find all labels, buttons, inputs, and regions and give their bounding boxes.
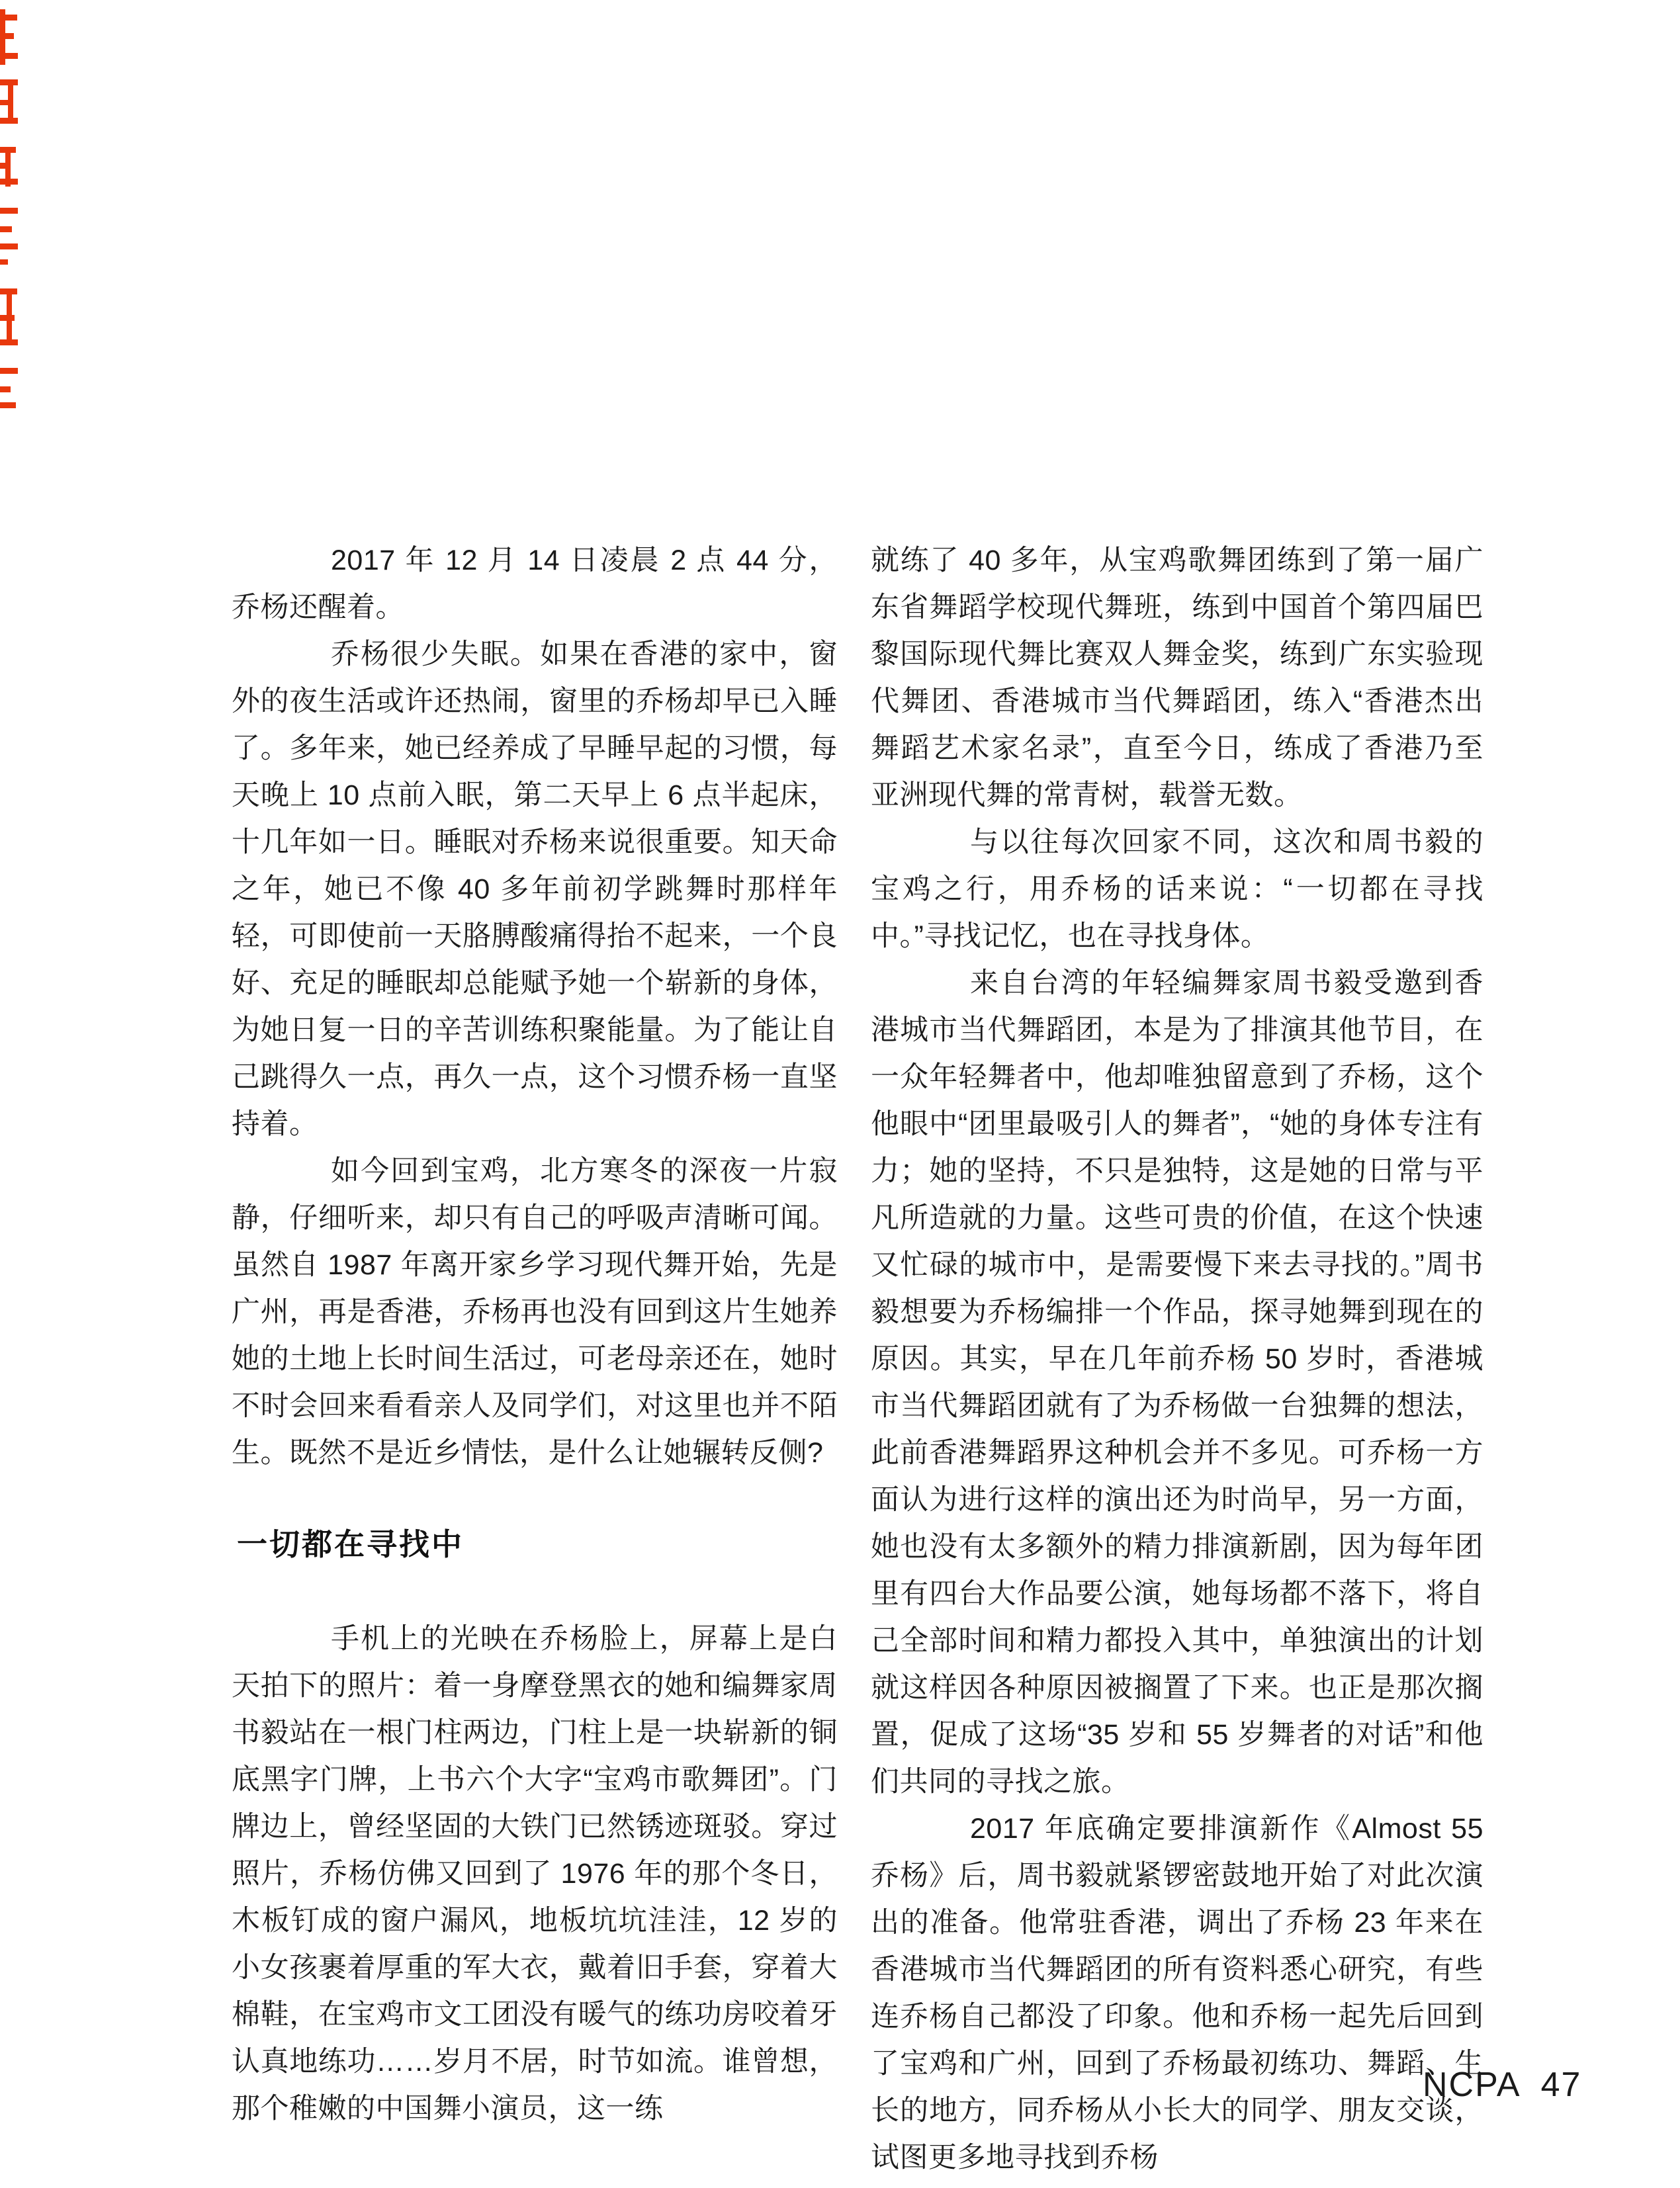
article-paragraph: 就练了 40 多年，从宝鸡歌舞团练到了第一届广东省舞蹈学校现代舞班，练到中国首个第四届巴黎国际现代舞比赛双人舞金奖，练到广东实验现代舞团、香港城市当代舞蹈团，练入“香港杰出舞蹈艺术家名录”，直至今日，练成了香港乃至亚洲现代舞的常青树，载誉无数。 bbox=[871, 545, 1483, 811]
article-left-column bbox=[232, 537, 838, 2132]
article-paragraph: 如今回到宝鸡，北方寒冬的深夜一片寂静，仔细听来，却只有自己的呼吸声清晰可闻。虽然自 1987 年离开家乡学习现代舞开始，先是广州，再是香港，乔杨再也没有回到这片生她养她的土地上长时间生活过，可老母亲还在，她时不时会回来看看亲人及同学们，对这里也并不陌生。既然不是近乡情怯，是什么让她辗转反侧? bbox=[232, 1155, 838, 1469]
article-paragraph: 来自台湾的年轻编舞家周书毅受邀到香港城市当代舞蹈团，本是为了排演其他节目，在一众年轻舞者中，他却唯独留意到了乔杨，这个他眼中“团里最吸引人的舞者”，“她的身体专注有力；她的坚持，不只是独特，这是她的日常与平凡所造就的力量。这些可贵的价值，在这个快速又忙碌的城市中，是需要慢下来去寻找的。”周书毅想要为乔杨编排一个作品，探寻她舞到现在的原因。其实，早在几年前乔杨 50 岁时，香港城市当代舞蹈团就有了为乔杨做一台独舞的想法，此前香港舞蹈界这种机会并不多见。可乔杨一方面认为进行这样的演出还为时尚早，另一方面，她也没有太多额外的精力排演新剧，因为每年团里有四台大作品要公演，她每场都不落下，将自己全部时间和精力都投入其中，单独演出的计划就这样因各种原因被搁置了下来。也正是那次搁置，促成了这场“35 岁和 55 岁舞者的对话”和他们共同的寻找之旅。 bbox=[871, 967, 1483, 1798]
page-number bbox=[1423, 2067, 1581, 2103]
article-paragraph: 与以往每次回家不同，这次和周书毅的宝鸡之行，用乔杨的话来说：“一切都在寻找中。”寻找记忆，也在寻找身体。 bbox=[871, 826, 1483, 952]
section-heading: 一切都在寻找中 bbox=[237, 1527, 464, 1561]
journal-brand-label: NCPA bbox=[1423, 2066, 1521, 2104]
article-paragraph: 2017 年底确定要排演新作《Almost 55 乔杨》后，周书毅就紧锣密鼓地开始了对此次演出的准备。他常驻香港，调出了乔杨 23 年来在香港城市当代舞蹈团的所有资料悉心研究，有些连乔杨自己都没了印象。他和乔杨一起先后回到了宝鸡和广州，回到了乔杨最初练功、舞蹈、生长的地方，同乔杨从小长大的同学、朋友交谈，试图更多地寻找到乔杨 bbox=[871, 1813, 1483, 2173]
article-right-column bbox=[871, 537, 1483, 2181]
article-paragraph: 手机上的光映在乔杨脸上，屏幕上是白天拍下的照片：着一身摩登黑衣的她和编舞家周书毅站在一根门柱两边，门柱上是一块崭新的铜底黑字门牌，上书六个大字“宝鸡市歌舞团”。门牌边上，曾经坚固的大铁门已然锈迹斑驳。穿过照片，乔杨仿佛又回到了 1976 年的那个冬日，木板钉成的窗户漏风，地板坑坑洼洼，12 岁的小女孩裹着厚重的军大衣，戴着旧手套，穿着大棉鞋，在宝鸡市文工团没有暖气的练功房咬着牙认真地练功……岁月不居，时节如流。谁曾想，那个稚嫩的中国舞小演员，这一练 bbox=[232, 1623, 838, 2124]
article-paragraph: 乔杨很少失眠。如果在香港的家中，窗外的夜生活或许还热闹，窗里的乔杨却早已入睡了。多年来，她已经养成了早睡早起的习惯，每天晚上 10 点前入眠，第二天早上 6 点半起床，十几年如一日。睡眠对乔杨来说很重要。知天命之年，她已不像 40 多年前初学跳舞时那样年轻，可即使前一天胳膊酸痛得抬不起来，一个良好、充足的睡眠却总能赋予她一个崭新的身体，为她日复一日的辛苦训练积聚能量。为了能让自己跳得久一点，再久一点，这个习惯乔杨一直坚持着。 bbox=[232, 638, 838, 1140]
article-paragraph: 2017 年 12 月 14 日凌晨 2 点 44 分，乔杨还醒着。 bbox=[232, 545, 838, 623]
folio-number: 47 bbox=[1540, 2066, 1582, 2104]
red-edge-bleed-marks bbox=[0, 5, 20, 429]
